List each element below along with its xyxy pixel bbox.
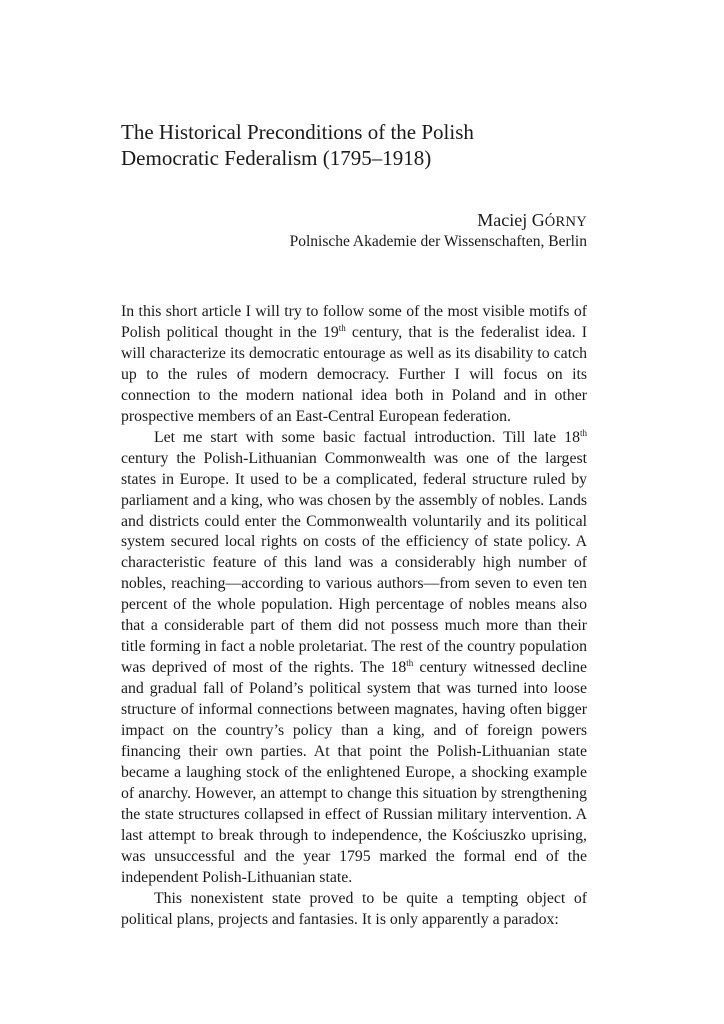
paragraph-2 [121,428,587,889]
paragraph-3-text: This nonexistent state proved to be quite a tempting object of political plans, projects and fantasies. It is only apparently a paradox: [121,889,587,928]
author-surname-initial: G [531,210,545,230]
author-affiliation: Polnische Akademie der Wissenschaften, Berlin [289,233,587,250]
title-line-2: Democratic Federalism (1795–1918) [121,146,432,170]
paragraph-1-text-b: century, that is the federalist idea. I will characterize its democratic entourage as well as its disability to catch up to the rules of modern democracy. Further I will focus on its connection to the modern national idea both in Poland and in other prospective members of an East-Central European federation. [121,323,588,425]
author-first-name: Maciej [477,210,532,230]
article-title [121,119,587,171]
author-name [477,209,587,233]
title-line-1: The Historical Preconditions of the Polish [121,120,474,144]
paragraph-3 [121,889,587,931]
paragraph-2-superscript-1: th [579,427,587,438]
paragraph-1-superscript: th [338,322,346,333]
paragraph-2-superscript-2: th [406,658,414,669]
paragraph-2-text-a: Let me start with some basic factual introduction. Till late 18 [154,428,580,446]
paragraph-1 [121,302,587,428]
article-body [121,302,587,931]
paragraph-1-text-a: In this short article I will try to follow some of the most visible motifs of Polish political thought in the 19 [121,303,587,341]
paragraph-2-text-c: century witnessed decline and gradual fall of Poland’s political system that was turned into loose structure of informal connections between magnates, having often bigger impact on the country’s policy than a king, and of foreign powers financing their own parties. At that point the Polish-Lithuanian state became a laughing stock of the enlightened Europe, a shocking example of anarchy. However, an attempt to change this situation by strengthening the state structures collapsed in effect of Russian military intervention. A last attempt to break through to independence, the Kościuszko uprising, was unsuccessful and the year 1795 marked the formal end of the independent Polish-Lithuanian state. [121,659,587,886]
author-surname-rest: ÓRNY [544,214,587,230]
paragraph-2-text-b: century the Polish-Lithuanian Commonwealth was one of the largest states in Europe. It used to be a complicated, federal structure ruled by parliament and a king, who was chosen by the assembly of nobles. Lands and districts could enter the Commonwealth voluntarily and its political system secured local rights on costs of the efficiency of state policy. A characteristic feature of this land was a considerably high number of nobles, reaching—according to various authors—from seven to even ten percent of the whole population. High percentage of nobles means also that a considerable part of them did not possess much more than their title forming in fact a noble proletariat. The rest of the country population was deprived of most of the rights. The 18 [121,449,587,677]
